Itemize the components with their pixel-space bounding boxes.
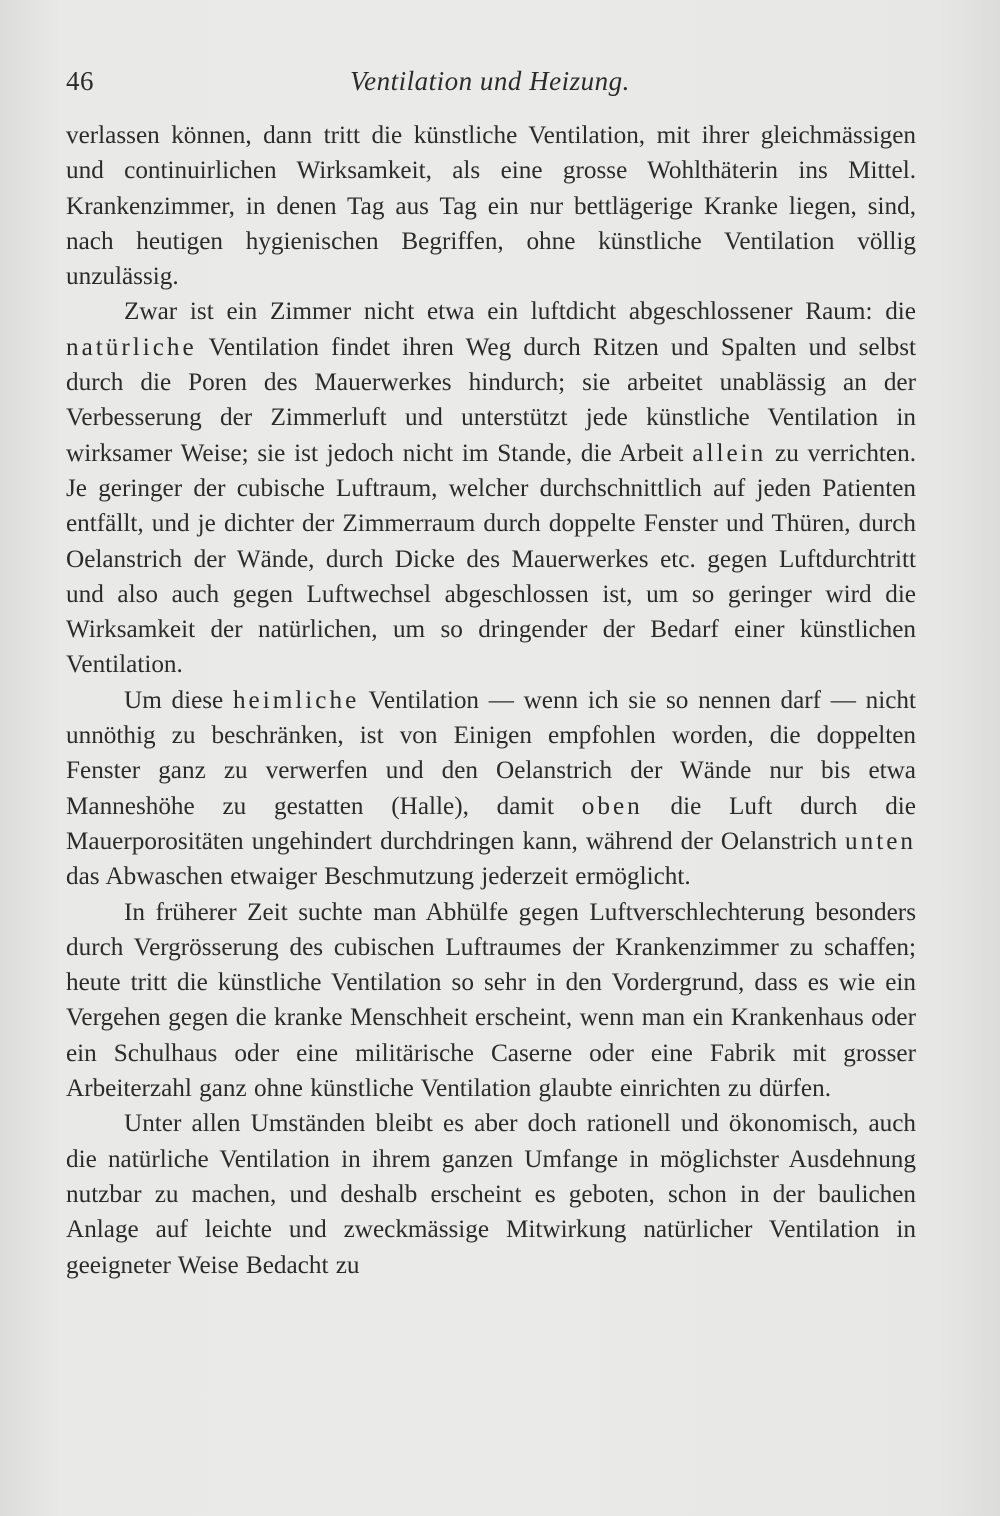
- emphasized-word: natürliche: [66, 333, 197, 361]
- emphasized-word: unten: [845, 827, 916, 855]
- text-run: Um diese: [124, 686, 233, 714]
- page-number: 46: [66, 66, 94, 96]
- paragraph: [66, 118, 916, 294]
- running-title: Ventilation und Heizung.: [350, 66, 630, 96]
- paragraph: [66, 1106, 916, 1282]
- paragraph: [66, 683, 916, 895]
- paragraph: [66, 294, 916, 682]
- running-head: [66, 66, 914, 106]
- text-run: die Luft durch die Mauerporositäten ungehindert durchdringen kann, während der Oelanstrich: [66, 792, 916, 855]
- emphasized-word: allein: [692, 439, 767, 467]
- text-run: Unter allen Umständen bleibt es aber doch rationell und ökonomisch, auch die natürliche Ventilation in ihrem ganzen Umfange in möglichster Ausdehnung nutzbar zu machen, und deshalb erscheint es geboten, schon in der baulichen Anlage auf leichte und zweckmässige Mitwirkung natürlicher Ventilation in geeigneter Weise Bedacht zu: [66, 1110, 916, 1279]
- text-run: Ventilation findet ihren Weg durch Ritzen und Spalten und selbst durch die Poren des Mauerwerkes hindurch; sie arbeitet unablässig an der Verbesserung der Zimmerluft und unterstützt jede künstliche Ventilation in wirksamer Weise; sie ist jedoch nicht im Stande, die Arbeit: [66, 333, 916, 467]
- text-run: verlassen können, dann tritt die künstliche Ventilation, mit ihrer gleichmässigen und continuirlichen Wirksamkeit, als eine grosse Wohlthäterin ins Mittel. Krankenzimmer, in denen Tag aus Tag ein nur bettlägerige Kranke liegen, sind, nach heutigen hygienischen Begriffen, ohne künstliche Ventilation völlig unzulässig.: [66, 122, 916, 291]
- text-run: zu verrichten. Je geringer der cubische Luftraum, welcher durchschnittlich auf jeden Patienten entfällt, und je dichter der Zimmerraum durch doppelte Fenster und Thüren, durch Oelanstrich der Wände, durch Dicke des Mauerwerkes etc. gegen Luftdurchtritt und also auch gegen Luftwechsel abgeschlossen ist, um so geringer wird die Wirksamkeit der natürlichen, um so dringender der Bedarf einer künstlichen Ventilation.: [66, 439, 916, 679]
- text-run: Zwar ist ein Zimmer nicht etwa ein luftdicht abgeschlossener Raum: die: [124, 298, 916, 326]
- text-run: In früherer Zeit suchte man Abhülfe gegen Luftverschlechterung besonders durch Vergrösserung des cubischen Luftraumes der Krankenzimmer zu schaffen; heute tritt die künstliche Ventilation so sehr in den Vordergrund, dass es wie ein Vergehen gegen die kranke Menschheit erscheint, wenn man ein Krankenhaus oder ein Schulhaus oder eine militärische Caserne oder eine Fabrik mit grosser Arbeiterzahl ganz ohne künstliche Ventilation glaubte einrichten zu dürfen.: [66, 898, 916, 1103]
- emphasized-word: heimliche: [232, 686, 360, 714]
- text-run: Ventilation — wenn ich sie so nennen darf — nicht unnöthig zu beschränken, ist von Einigen empfohlen worden, die doppelten Fenster ganz zu verwerfen und den Oelanstrich der Wände nur bis etwa Manneshöhe zu gestatten (Halle), damit: [66, 686, 916, 820]
- text-run: das Abwaschen etwaiger Beschmutzung jederzeit ermöglicht.: [66, 863, 691, 891]
- emphasized-word: oben: [581, 792, 643, 820]
- body-text: [66, 118, 916, 1283]
- paragraph: [66, 895, 916, 1107]
